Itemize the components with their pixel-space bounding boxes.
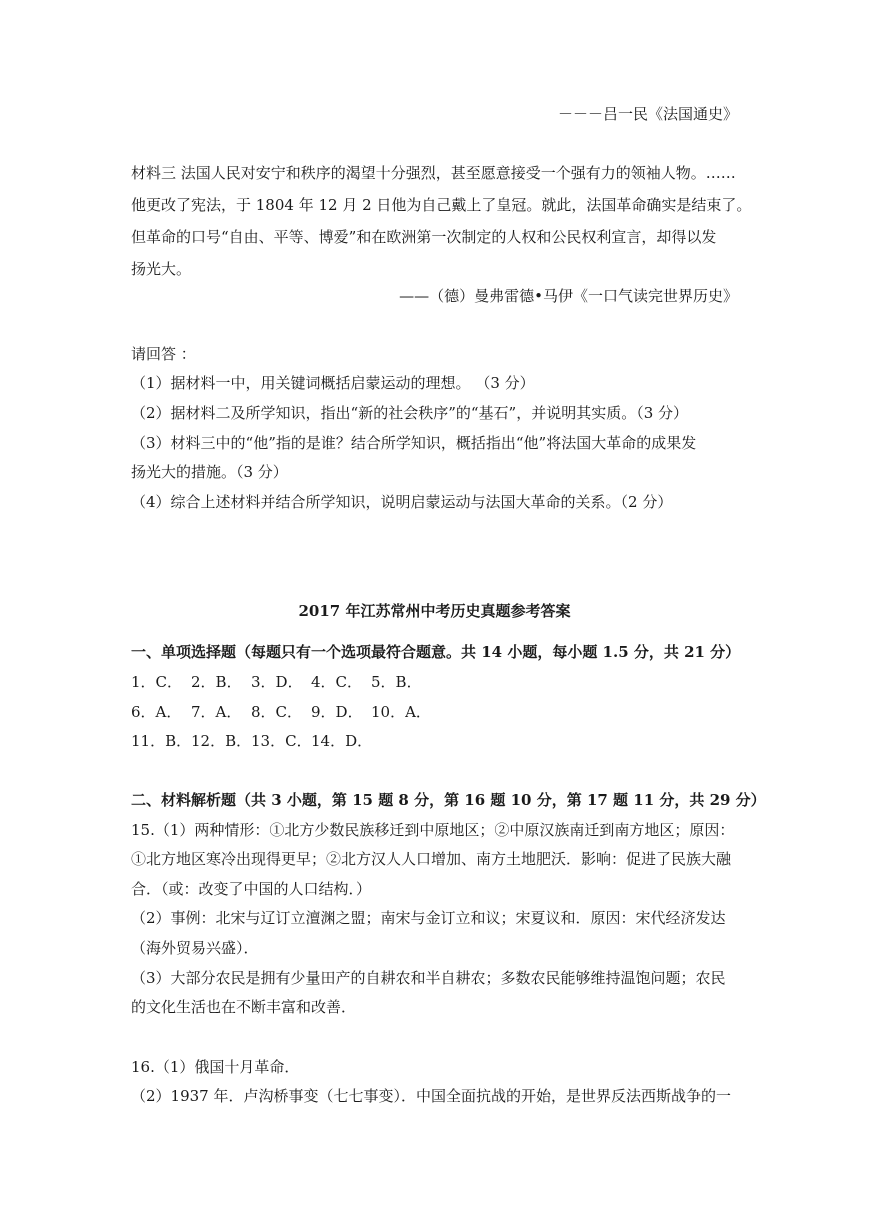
answer-item: 1．C． [131, 673, 183, 691]
answer-15-line: 的文化生活也在不断丰富和改善． [131, 998, 357, 1016]
answer-16-line: 16.（1）俄国十月革命． [131, 1058, 300, 1076]
question-2: （2）据材料二及所学知识，指出“新的社会秩序”的“基石”，并说明其实质。（3 分） [131, 404, 689, 422]
answer-item: 7．A． [191, 703, 242, 721]
answer-item: 11．B． [131, 732, 192, 750]
answer-item: 8．C． [251, 703, 303, 721]
answer-item: 2．B． [191, 673, 242, 691]
material3-line: 他更改了宪法，于 1804 年 12 月 2 日他为自己戴上了皇冠。就此，法国革命确实是结束了。 [131, 196, 752, 214]
question-4: （4）综合上述材料并结合所学知识，说明启蒙运动与法国大革命的关系。（2 分） [131, 493, 673, 511]
answer-15-line: 15.（1）两种情形：①北方少数民族移迁到中原地区；②中原汉族南迁到南方地区；原因： [131, 821, 735, 839]
answer-15-line: （2）事例：北宋与辽订立澶渊之盟；南宋与金订立和议；宋夏议和．原因：宋代经济发达 [131, 909, 726, 927]
material3-line: 材料三 法国人民对安宁和秩序的渴望十分强烈，甚至愿意接受一个强有力的领袖人物。…… [131, 164, 736, 182]
section1-heading: 一、单项选择题（每题只有一个选项最符合题意。共 14 小题，每小题 1.5 分，共 21 分） [131, 643, 741, 661]
answer-15-line: ①北方地区寒冷出现得更早；②北方汉人人口增加、南方土地肥沃．影响：促进了民族大融 [131, 850, 732, 868]
questions-prompt: 请回答 ： [131, 345, 196, 363]
material3-line: 但革命的口号“自由、平等、博爱”和在欧洲第一次制定的人权和公民权利宣言，却得以发 [131, 228, 717, 246]
answer-item: 4．C． [311, 673, 363, 691]
material2-source: －－－吕一民《法国通史》 [557, 105, 738, 123]
answer-item: 6．A． [131, 703, 182, 721]
answer-item: 5．B． [371, 673, 422, 691]
answer-16-line: （2）1937 年．卢沟桥事变（七七事变）．中国全面抗战的开始，是世界反法西斯战争的一 [131, 1087, 731, 1105]
question-1: （1）据材料一中，用关键词概括启蒙运动的理想。 （3 分） [131, 374, 535, 392]
question-3: （3）材料三中的“他”指的是谁？结合所学知识，概括指出“他”将法国大革命的成果发 [131, 434, 697, 452]
answer-item: 10．A． [371, 703, 431, 721]
answer-item: 3．D． [251, 673, 303, 691]
answers-title: 2017 年江苏常州中考历史真题参考答案 [298, 602, 571, 620]
answer-15-line: （海外贸易兴盛）． [131, 939, 259, 957]
material3-line: 扬光大。 [131, 260, 192, 278]
section2-heading: 二、材料解析题（共 3 小题，第 15 题 8 分，第 16 题 10 分，第 17 题 11 分，共 29 分） [131, 791, 766, 809]
answer-15-line: （3）大部分农民是拥有少量田产的自耕农和半自耕农；多数农民能够维持温饱问题；农民 [131, 969, 726, 987]
question-3-cont: 扬光大的措施。（3 分） [131, 463, 288, 481]
answer-item: 14．D． [311, 732, 373, 750]
answer-item: 12．B． [191, 732, 252, 750]
answer-item: 13．C． [251, 732, 312, 750]
material3-source: ——（德）曼弗雷德•马伊《一口气读完世界历史》 [399, 287, 738, 305]
answer-row [131, 672, 431, 692]
answer-item: 9．D． [311, 703, 363, 721]
answer-row [131, 702, 431, 722]
answer-15-line: 合．（或：改变了中国的人口结构．） [131, 880, 372, 898]
answer-row [131, 731, 371, 751]
